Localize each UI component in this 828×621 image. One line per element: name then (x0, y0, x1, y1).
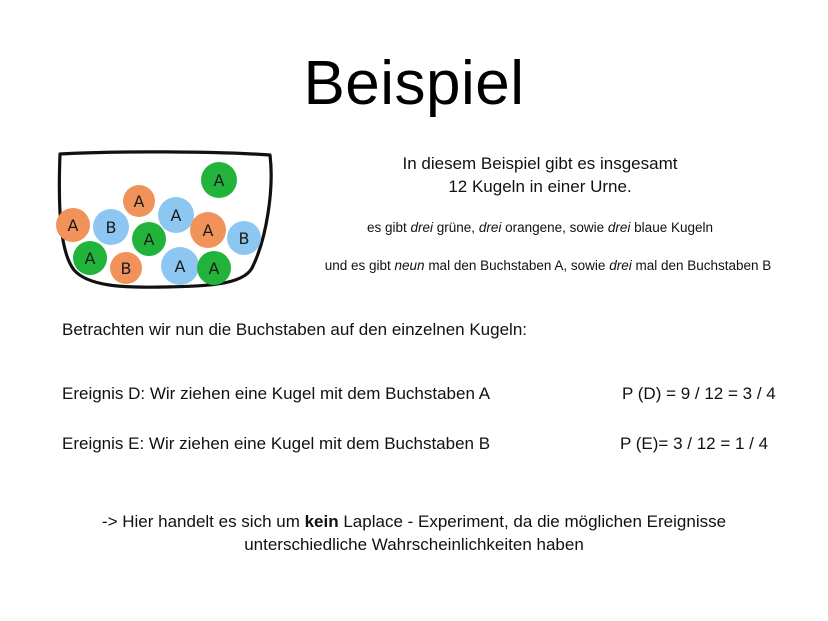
event-e-probability: P (E)= 3 / 12 = 1 / 4 (620, 434, 769, 453)
ball (161, 247, 199, 285)
betrachten-text: Betrachten wir nun die Buchstaben auf den einzelnen Kugeln: (62, 320, 527, 339)
ball (158, 197, 194, 233)
balls-group (56, 162, 261, 285)
colors-emph-2: drei (478, 220, 502, 235)
intro-line-1: In diesem Beispiel gibt es insgesamt (402, 154, 678, 173)
ball-letter: A (213, 171, 225, 190)
conclusion-bold: kein (304, 512, 339, 531)
ball (201, 162, 237, 198)
intro-line-2: 12 Kugeln in einer Urne. (448, 177, 632, 196)
colors-emph-3: drei (607, 220, 631, 235)
letters-emph-1: neun (394, 258, 425, 273)
colors-text-2: grüne, (433, 220, 479, 235)
event-d-probability: P (D) = 9 / 12 = 3 / 4 (622, 384, 776, 403)
letters-text-3: mal den Buchstaben B (631, 258, 772, 273)
colors-sentence (310, 220, 770, 235)
ball (110, 252, 142, 284)
ball-letter: A (208, 259, 220, 278)
intro-text (330, 152, 750, 198)
ball-letter: A (202, 221, 214, 240)
ball-letter: A (174, 257, 186, 276)
letters-emph-2: drei (609, 258, 632, 273)
letters-sentence (268, 258, 828, 273)
event-e-text: Ereignis E: Wir ziehen eine Kugel mit dem Buchstaben B (62, 434, 491, 453)
event-d-text: Ereignis D: Wir ziehen eine Kugel mit dem Buchstaben A (62, 384, 491, 403)
ball (56, 208, 90, 242)
conclusion-text-2: Laplace - Experiment, da die möglichen Ereignisse (338, 512, 727, 531)
colors-text-4: blaue Kugeln (630, 220, 713, 235)
colors-text-1: es gibt (366, 220, 411, 235)
letters-text-2: mal den Buchstaben A, sowie (424, 258, 610, 273)
ball-letter: A (170, 206, 182, 225)
conclusion-text (20, 510, 808, 556)
ball-letter: A (67, 216, 79, 235)
conclusion-text-1: -> Hier handelt es sich um (101, 512, 305, 531)
colors-emph-1: drei (410, 220, 434, 235)
ball (93, 209, 129, 245)
letters-text-1: und es gibt (324, 258, 395, 273)
ball-letter: A (84, 249, 96, 268)
ball (123, 185, 155, 217)
ball (132, 222, 166, 256)
ball-letter: A (133, 192, 145, 211)
ball (227, 221, 261, 255)
ball-letter: B (238, 229, 250, 248)
conclusion-line-2: unterschiedliche Wahrscheinlichkeiten haben (244, 535, 584, 554)
conclusion-line-1 (20, 510, 808, 533)
ball-letter: B (120, 259, 132, 278)
colors-text-3: orangene, sowie (501, 220, 608, 235)
ball (197, 251, 231, 285)
ball (73, 241, 107, 275)
page-title: Beispiel (303, 49, 525, 118)
urn-illustration (52, 148, 278, 290)
ball-letter: A (143, 230, 155, 249)
ball (190, 212, 226, 248)
ball-letter: B (105, 218, 117, 237)
